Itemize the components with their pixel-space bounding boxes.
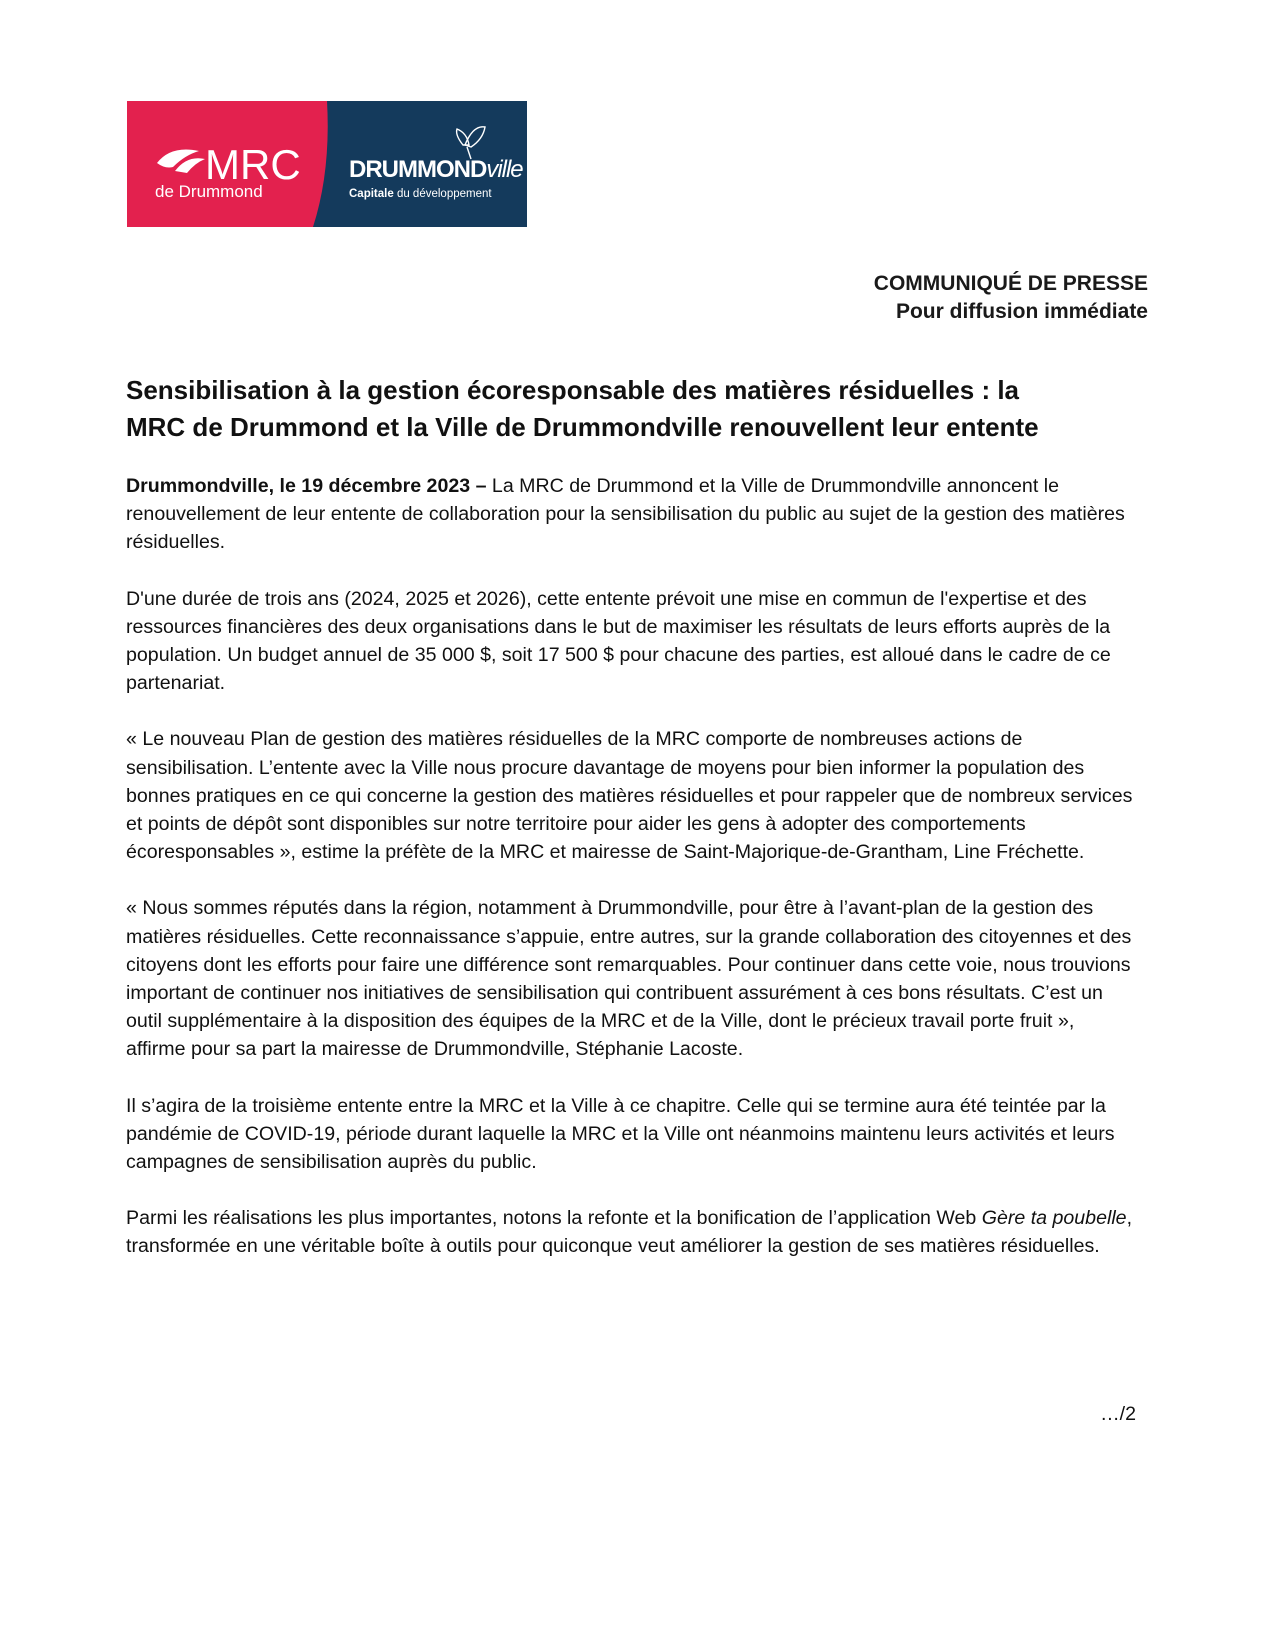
dateline: Drummondville, le 19 décembre 2023 – [126, 475, 487, 497]
press-release-header [874, 270, 1148, 326]
page-continuation-marker: …/2 [1100, 1403, 1136, 1425]
intro-text: La MRC de Drummond et la Ville de Drummondville annoncent le renouvellement de leur entente de collaboration pour la sensibilisation du public au sujet de la gestion des matières résiduelles. [126, 475, 1125, 554]
paragraph-achievements: Parmi les réalisations les plus importantes, notons la refonte et la bonification de l’application Web Gère ta poubelle, transformée en une véritable boîte à outils pour quiconque veut améliorer la gestion de ses matières résiduelles. [126, 1207, 1133, 1258]
press-release-label: COMMUNIQUÉ DE PRESSE [873, 272, 1148, 295]
headline-line-1: Sensibilisation à la gestion écoresponsable des matières résiduelles : la [126, 375, 1020, 405]
article-body [126, 472, 1136, 1289]
release-timing-label: Pour diffusion immédiate [895, 300, 1148, 323]
city-tagline: Capitale du développement [349, 188, 492, 200]
mrc-text: MRC [205, 141, 301, 188]
headline-line-2: MRC de Drummond et la Ville de Drummondville renouvellent leur entente [126, 412, 1039, 442]
app-name: Gère ta poubelle [981, 1207, 1127, 1230]
paragraph-intro [126, 472, 1136, 557]
logo-banner [127, 101, 527, 227]
mrc-subtitle: de Drummond [155, 182, 263, 201]
paragraph-quote-prefete: « Le nouveau Plan de gestion des matières résiduelles de la MRC comporte de nombreuses actions de sensibilisation. L’entente avec la Ville nous procure davantage de moyens pour bien informer la population des bonnes pratiques en ce qui concerne la gestion des matières résiduelles et pour rappeler que de nombreux services et points de dépôt sont disponibles sur notre territoire pour aider les gens à adopter des comportements écoresponsables », estime la préfète de la MRC et mairesse de Saint-Majorique-de-Grantham, Line Fréchette. [126, 728, 1133, 864]
paragraph-history: Il s’agira de la troisième entente entre la MRC et la Ville à ce chapitre. Celle qui se termine aura été teintée par la pandémie de COVID-19, période durant laquelle la MRC et la Ville ont néanmoins maintenu leurs activités et leurs campagnes de sensibilisation auprès du public. [126, 1094, 1115, 1174]
city-name: DRUMMONDville [349, 156, 523, 183]
logo-svg [127, 101, 527, 227]
headline [126, 372, 1146, 446]
paragraph-quote-mairesse: « Nous sommes réputés dans la région, notamment à Drummondville, pour être à l’avant-plan de la gestion des matières résiduelles. Cette reconnaissance s’appuie, entre autres, sur la grande collaboration des citoyennes et des citoyens dont les efforts pour faire une différence sont remarquables. Pour continuer dans cette voie, nous trouvions important de continuer nos initiatives de sensibilisation qui contribuent assurément à ces bons résultats. C’est un outil supplémentaire à la disposition des équipes de la MRC et de la Ville, dont le précieux travail porte fruit », affirme pour sa part la mairesse de Drummondville, Stéphanie Lacoste. [126, 897, 1132, 1061]
paragraph-agreement: D'une durée de trois ans (2024, 2025 et 2026), cette entente prévoit une mise en commun de l'expertise et des ressources financières des deux organisations dans le but de maximiser les résultats de leurs efforts auprès de la population. Un budget annuel de 35 000 $, soit 17 500 $ pour chacune des parties, est alloué dans le cadre de ce partenariat. [126, 587, 1111, 695]
